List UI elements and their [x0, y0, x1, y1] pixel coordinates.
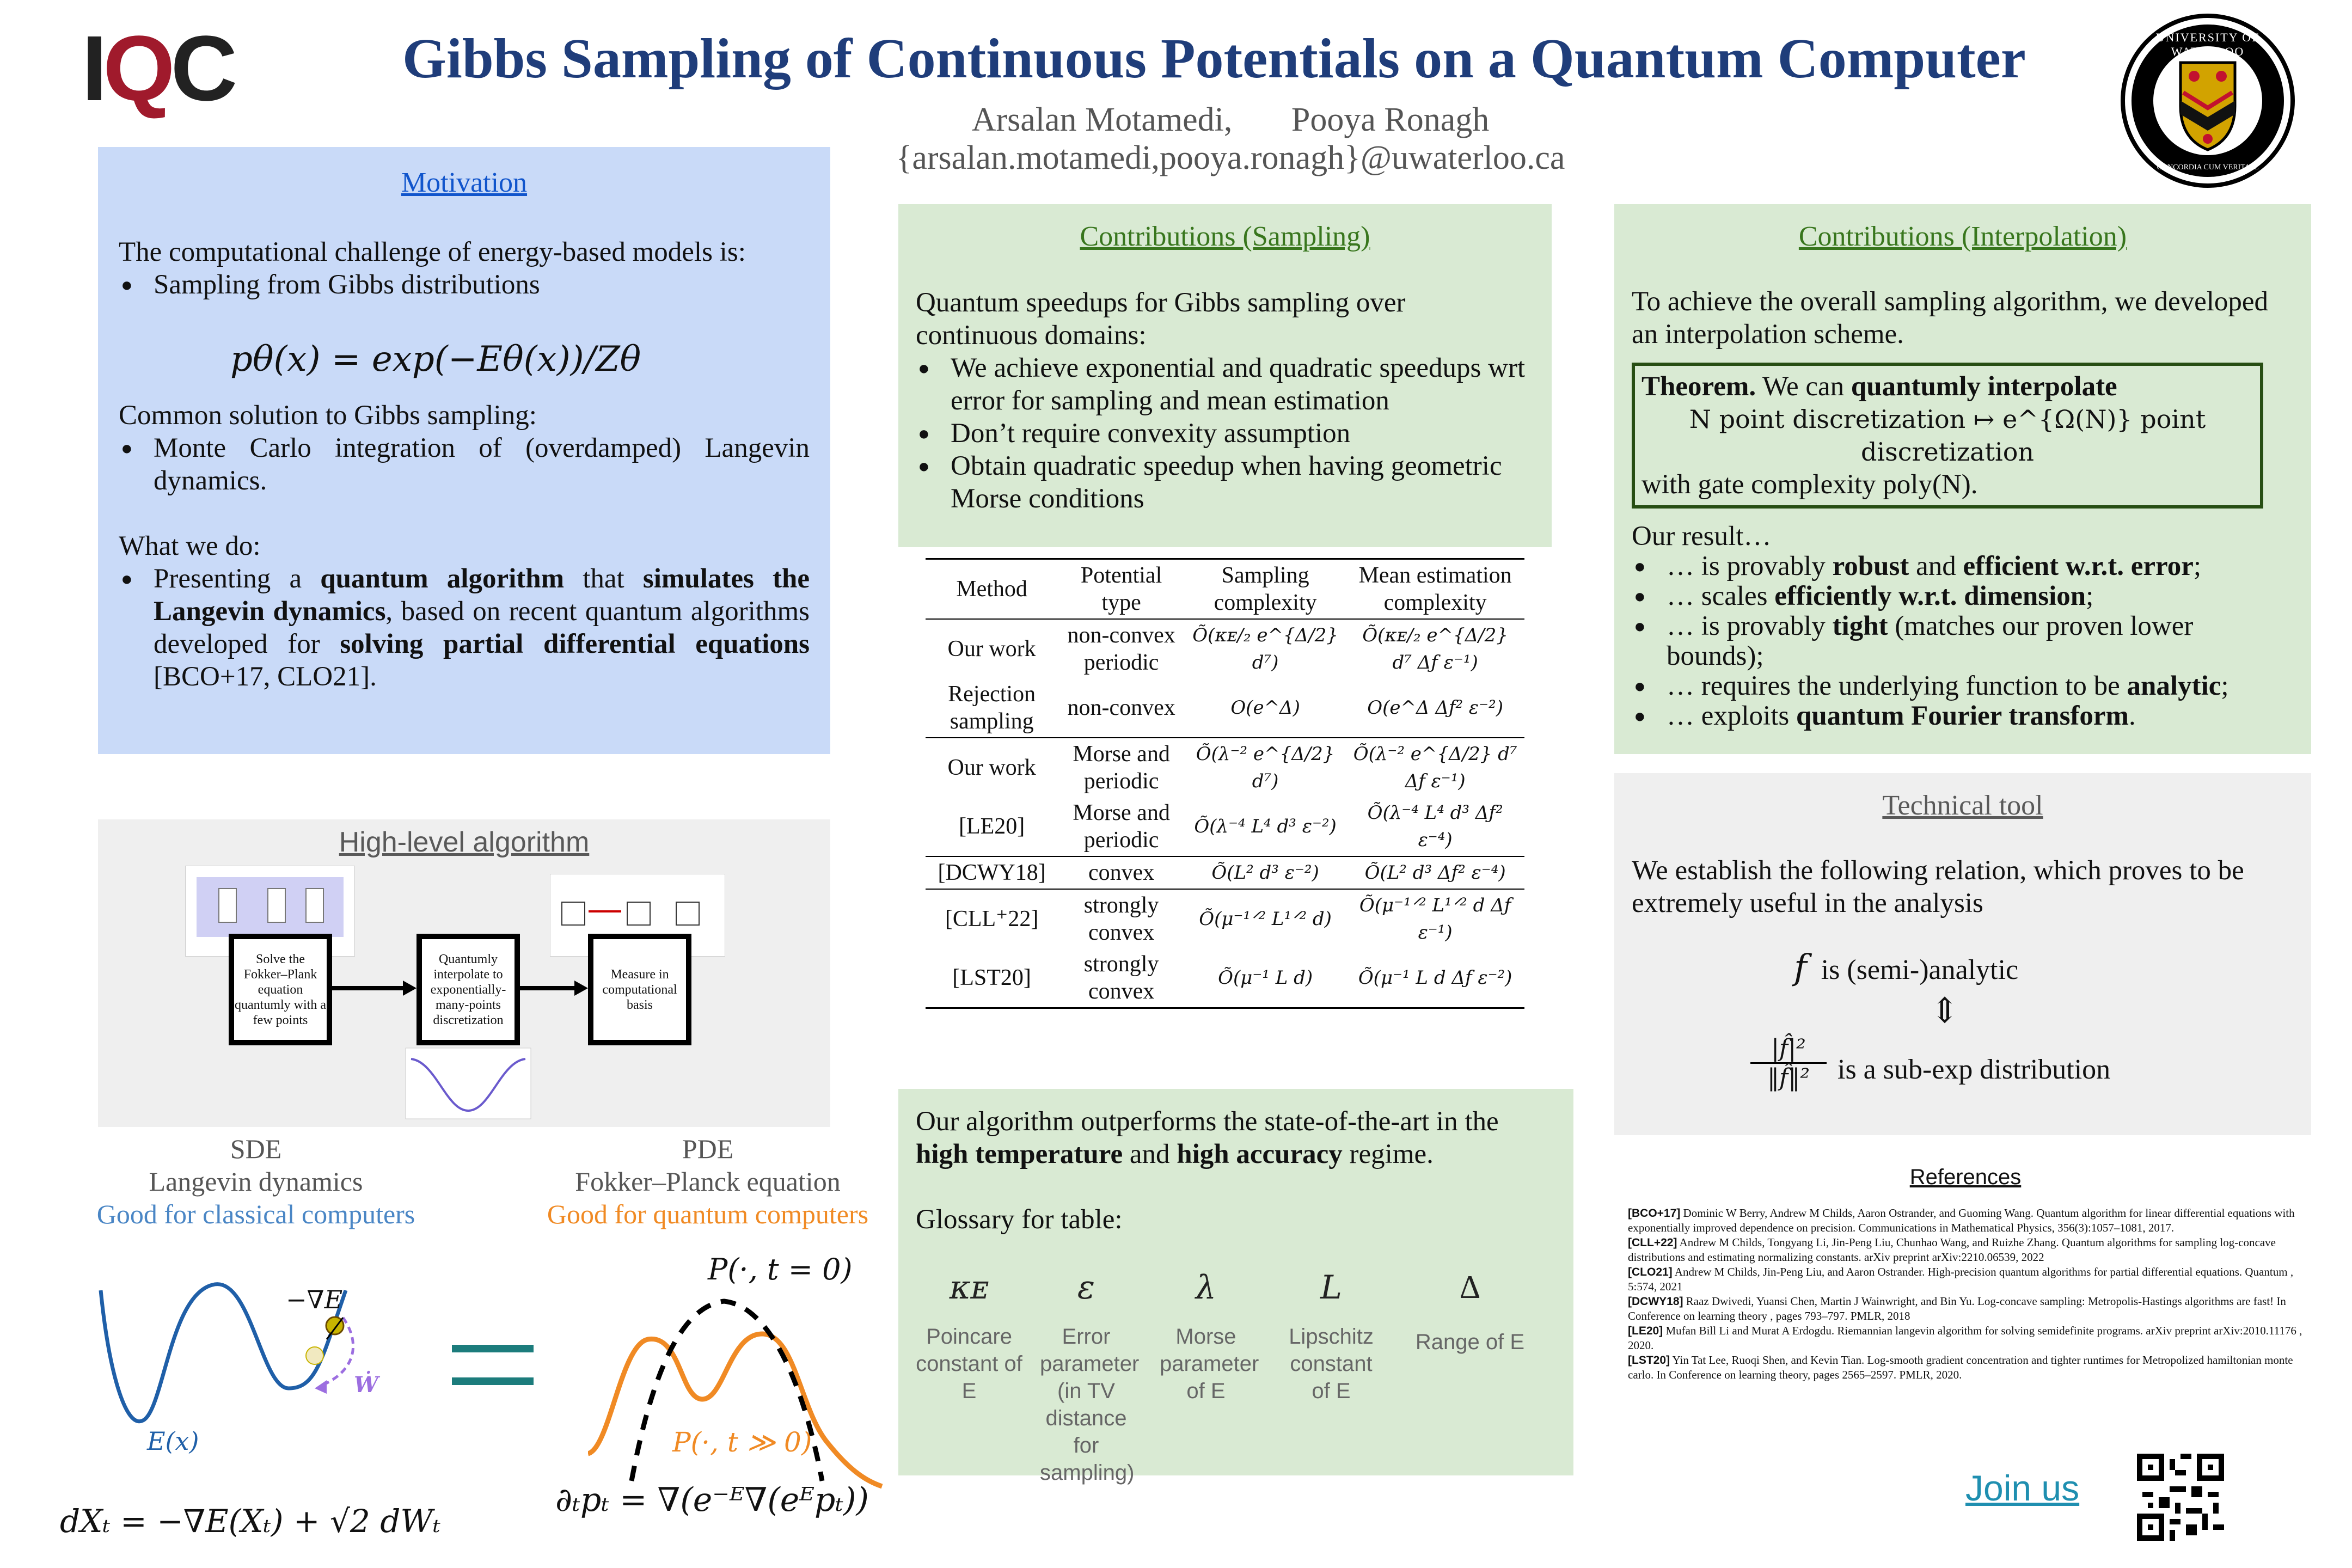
table-header: Sampling complexity: [1214, 563, 1317, 615]
table-cell: Õ(L² d³ Δƒ² ε⁻⁴): [1364, 862, 1506, 884]
theorem-math: N point discretization ↦ e^{Ω(N)} point discretization: [1689, 405, 2206, 467]
reference-item: [LE20] Mufan Bill Li and Murat A Erdogdu. Riemannian langevin algorithm for solving semidefinite programs. arXiv preprint arXiv:2010.11176 , 2020.: [1628, 1324, 2302, 1352]
references-title: References: [1909, 1165, 2022, 1189]
table-cell: Õ(λ⁻⁴ L⁴ d³ ε⁻²): [1194, 816, 1337, 837]
algorithm-step-3: Measure in computational basis: [588, 934, 691, 1045]
gradient-label: −∇E: [286, 1285, 343, 1314]
contrib-sampling-item: ● We achieve exponential and quadratic speedups wrt error for sampling and mean estimation: [951, 352, 1534, 417]
table-cell: Õ(κᴇ/₂ e^{Δ/2} d⁷ Δƒ ε⁻¹): [1362, 624, 1508, 673]
energy-label: E(x): [147, 1426, 199, 1456]
glossary-symbol: ε: [1077, 1269, 1095, 1307]
qr-code-icon[interactable]: [2137, 1454, 2224, 1541]
contrib-sampling-panel: [898, 204, 1552, 547]
table-row: [926, 889, 1524, 948]
result-intro: Our result…: [1632, 521, 1772, 552]
sde-label-2: Langevin dynamics: [149, 1166, 363, 1197]
table-cell: strongly convex: [1083, 952, 1159, 1004]
table-row: [926, 738, 1524, 797]
distribution-plot: [588, 1274, 904, 1503]
glossary-symbol: Δ: [1459, 1269, 1481, 1305]
glossary-desc: Morse parameter of E: [1160, 1325, 1259, 1403]
table-cell: Õ(μ⁻¹ᐟ² L¹ᐟ² d): [1199, 908, 1332, 930]
what-we-do: What we do:: [119, 531, 261, 561]
table-cell: convex: [1088, 860, 1155, 885]
technical-line-2: is a sub-exp distribution: [1837, 1054, 2111, 1085]
result-item: ● … exploits quantum Fourier transform.: [1667, 701, 2294, 731]
table-header: Potential type: [1080, 563, 1162, 615]
table-cell: [DCWY18]: [938, 860, 1046, 885]
outperform-panel: [898, 1089, 1573, 1485]
glossary-desc: Poincare constant of E: [916, 1325, 1022, 1403]
table-row: [926, 856, 1524, 889]
reference-item: [DCWY18] Raaz Dwivedi, Yuansi Chen, Martin J Wainwright, and Bin Yu. Log-concave sampling: Metropolis-Hastings algorithms are fast! In Conference on learning theory , pages 793–797. PMLR, 2018: [1628, 1295, 2286, 1322]
technical-title[interactable]: Technical tool: [1882, 790, 2043, 821]
algorithm-step-2: Quantumly interpolate to exponentially-many-points discretization: [416, 934, 520, 1045]
table-row: [926, 619, 1524, 678]
table-cell: non-convex periodic: [1067, 623, 1175, 675]
table-header: Mean estimation complexity: [1358, 563, 1512, 615]
iqc-logo-text: IQC: [82, 17, 234, 120]
table-cell: Rejection sampling: [948, 682, 1036, 734]
table-row: [926, 678, 1524, 738]
subexp-fraction: |f̂|² ‖f̂‖²: [1750, 1034, 1827, 1092]
table-cell: Our work: [947, 755, 1036, 780]
theorem-box: Theorem. We can quantumly interpolate N point discretization ↦ e^{Ω(N)} point discretization with gate complexity poly(N).: [1632, 363, 2263, 509]
comparison-table: [926, 558, 1524, 1009]
table-cell: Morse and periodic: [1073, 742, 1170, 794]
reference-item: [CLL+22] Andrew M Childs, Tongyang Li, Jin-Peng Liu, Chunhao Wang, and Ruizhe Zhang. Quantum algorithms for sampling log-concave distributions and estimating normalizing constants. arXiv preprint arXiv:2210.06539, 2022: [1628, 1236, 2276, 1264]
iqc-logo: [82, 10, 245, 119]
technical-intro: We establish the following relation, which proves to be extremely useful in the analysis: [1632, 855, 2244, 918]
equals-sign: [452, 1339, 539, 1399]
theorem-end: with gate complexity poly(N).: [1641, 469, 1978, 500]
algorithm-arrows: [98, 819, 830, 1127]
reference-item: [CLO21] Andrew M Childs, Jin-Peng Liu, and Aaron Ostrander. High-precision quantum algorithms for partial differential equations. Quantum , 5:574, 2021: [1628, 1265, 2294, 1293]
contrib-interp-intro: To achieve the overall sampling algorithm, we developed an interpolation scheme.: [1632, 286, 2269, 350]
glossary-desc: Range of E: [1415, 1330, 1525, 1354]
table-cell: [LE20]: [958, 814, 1025, 839]
table-cell: Morse and periodic: [1073, 800, 1170, 853]
references-list: [1628, 1206, 2308, 1382]
result-item: ● … is provably tight (matches our proven lower bounds);: [1667, 611, 2294, 671]
sde-label: SDE: [230, 1134, 282, 1164]
result-item: ● … scales efficiently w.r.t. dimension;: [1667, 581, 2294, 611]
glossary-symbol: L: [1320, 1269, 1342, 1307]
comparison-table-wrap: [926, 558, 1524, 1009]
table-cell: Õ(μ⁻¹ L d): [1218, 967, 1313, 989]
equivalence-arrow: ⇕: [1930, 991, 1959, 1030]
poster-title: Gibbs Sampling of Continuous Potentials on a Quantum Computer: [402, 27, 2026, 90]
contrib-sampling-intro: Quantum speedups for Gibbs sampling over continuous domains:: [916, 287, 1406, 351]
glossary-desc: Lipschitz constant of E: [1289, 1325, 1374, 1403]
pde-label-3: Good for quantum computers: [547, 1199, 869, 1229]
gibbs-formula: pθ(x) = exp(−Eθ(x))/Zθ: [230, 339, 641, 379]
table-header: Method: [956, 577, 1027, 602]
algorithm-step-1: Solve the Fokker–Plank equation quantumly with a few points: [229, 934, 332, 1045]
table-cell: O(e^Δ): [1230, 697, 1300, 719]
outperform-text: Our algorithm outperforms the state-of-the-art in the high temperature and high accuracy regime.: [916, 1106, 1499, 1169]
table-header-row: [926, 559, 1524, 620]
seal-text-bottom: CONCORDIA CUM VERITATE: [2157, 163, 2259, 171]
glossary-title: Glossary for table:: [916, 1204, 1123, 1235]
technical-line-1: f is (semi-)analytic: [1794, 947, 2019, 988]
table-cell: Õ(λ⁻² e^{Δ/2} d⁷): [1196, 743, 1335, 792]
seal-text-top: UNIVERSITY OF WATERLOO: [2155, 30, 2260, 58]
technical-panel: [1614, 773, 2311, 1135]
motivation-title[interactable]: Motivation: [401, 167, 528, 198]
common-solution: Common solution to Gibbs sampling:: [119, 400, 537, 431]
table-cell: strongly convex: [1083, 893, 1159, 945]
pde-equation: ∂ₜpₜ = ∇(e⁻ᴱ∇(eᴱpₜ)): [555, 1481, 869, 1519]
contrib-interp-title[interactable]: Contributions (Interpolation): [1798, 221, 2127, 252]
p-final-label: P(·, t ≫ 0): [672, 1426, 812, 1458]
motivation-intro: The computational challenge of energy-based models is:: [119, 237, 746, 267]
glossary-symbol: λ: [1195, 1269, 1217, 1307]
table-cell: [CLL⁺22]: [945, 906, 1039, 932]
reference-item: [BCO+17] Dominic W Berry, Andrew M Childs, Aaron Ostrander, and Guoming Wang. Quantum algorithm for linear differential equations with exponentially improved dependence on precision. Communications in Mathematical Physics, 356(3):1057–1081, 2017.: [1628, 1206, 2295, 1234]
table-cell: Õ(μ⁻¹ᐟ² L¹ᐟ² d Δƒ ε⁻¹): [1359, 895, 1511, 944]
motivation-panel: [98, 147, 830, 754]
contrib-sampling-item: ● Obtain quadratic speedup when having geometric Morse conditions: [951, 450, 1534, 515]
p-initial-label: P(·, t = 0): [708, 1252, 853, 1287]
table-cell: [LST20]: [952, 965, 1031, 990]
contrib-sampling-title[interactable]: Contributions (Sampling): [1080, 221, 1370, 252]
table-cell: Õ(λ⁻⁴ L⁴ d³ Δƒ² ε⁻⁴): [1367, 802, 1503, 851]
result-item: ● … requires the underlying function to be analytic;: [1667, 671, 2294, 701]
author-email: {arsalan.motamedi,pooya.ronagh}@uwaterloo.ca: [896, 139, 1565, 176]
table-cell: Our work: [947, 636, 1036, 661]
contrib-sampling-item: ● Don’t require convexity assumption: [951, 417, 1534, 450]
glossary-symbol: κᴇ: [949, 1269, 989, 1307]
table-cell: Õ(L² d³ ε⁻²): [1211, 862, 1319, 884]
algorithm-panel: [98, 819, 830, 1127]
sde-equation: dXₜ = −∇E(Xₜ) + √2 dWₜ: [60, 1503, 441, 1540]
table-cell: Õ(μ⁻¹ L d Δƒ ε⁻²): [1358, 967, 1512, 989]
reference-item: [LST20] Yin Tat Lee, Ruoqi Shen, and Kevin Tian. Log-smooth gradient concentration and tighter runtimes for Metropolized hamiltonian monte carlo. In Conference on learning theory, pages 2565–2597. PMLR, 2020.: [1628, 1353, 2293, 1381]
algorithm-title[interactable]: High-level algorithm: [339, 826, 590, 858]
table-row: [926, 797, 1524, 856]
table-row: [926, 948, 1524, 1008]
table-cell: non-convex: [1067, 695, 1175, 720]
result-item: ● … is provably robust and efficient w.r.t. error;: [1667, 552, 2294, 581]
contrib-interp-panel: [1614, 204, 2311, 754]
table-cell: Õ(λ⁻² e^{Δ/2} d⁷ Δƒ ε⁻¹): [1353, 743, 1517, 792]
table-cell: Õ(κᴇ/₂ e^{Δ/2} d⁷): [1192, 624, 1338, 673]
university-seal: [2118, 11, 2298, 191]
sde-label-3: Good for classical computers: [96, 1199, 415, 1229]
join-us-link[interactable]: Join us: [1965, 1468, 2080, 1508]
pde-label: PDE: [682, 1134, 734, 1164]
motivation-bullet-1: ● Sampling from Gibbs distributions: [154, 268, 810, 301]
glossary-desc: Error parameter (in TV distance for sampling): [1040, 1325, 1140, 1485]
motivation-bullet-3: ● Presenting a quantum algorithm that simulates the Langevin dynamics, based on recent quantum algorithms developed for solving partial differential equations [BCO+17, CLO21].: [154, 562, 810, 693]
table-cell: O(e^Δ Δƒ² ε⁻²): [1367, 697, 1503, 719]
motivation-bullet-2: ● Monte Carlo integration of (overdamped) Langevin dynamics.: [154, 432, 810, 497]
wiener-label: Ẇ: [354, 1372, 378, 1398]
pde-label-2: Fokker–Planck equation: [575, 1166, 841, 1197]
authors: Arsalan Motamedi, Pooya Ronagh: [971, 101, 1490, 138]
